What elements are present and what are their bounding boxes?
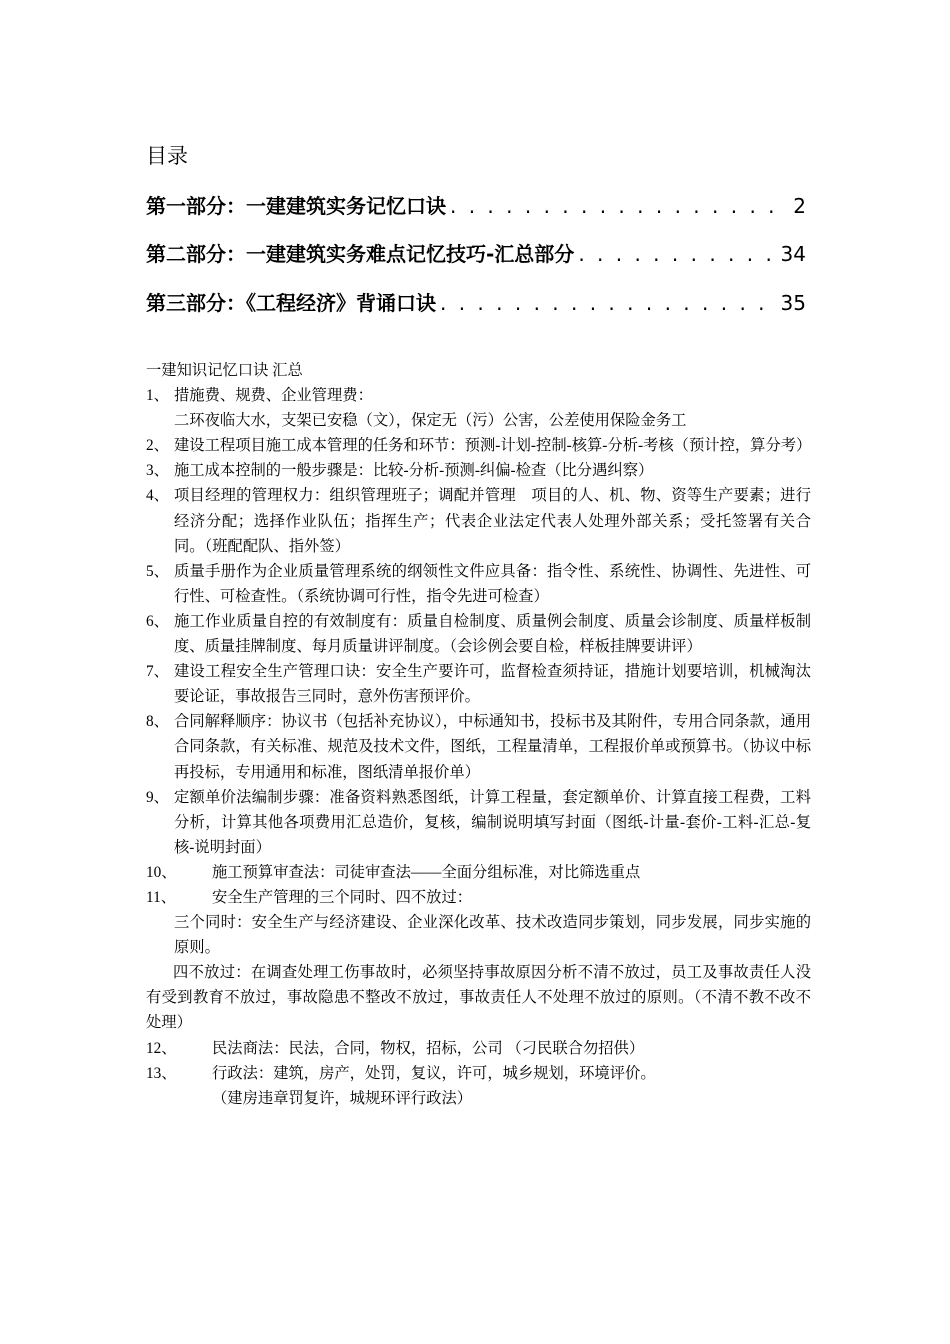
section-heading: 一建知识记忆口诀 汇总	[146, 362, 303, 379]
list-item	[146, 785, 811, 860]
toc-entry-label: 第二部分：一建建筑实务难点记忆技巧-汇总部分	[146, 242, 575, 266]
item-text: 质量手册作为企业质量管理系统的纲领性文件应具备：指令性、系统性、协调性、先进性、可行性、可检查性。（系统协调可行性，指令先进可检查）	[174, 562, 811, 605]
item-number: 13、	[146, 1064, 177, 1082]
item-number: 1、	[146, 387, 169, 405]
item-text: 合同解释顺序：协议书（包括补充协议），中标通知书，投标书及其附件，专用合同条款，通用合同条款，有关标准、规范及技术文件，图纸，工程量清单，工程报价单或预算书。（协议中标再投标，专用通用和标准，图纸清单报价单）	[174, 713, 811, 781]
item-subtext: （建房违章罚复许，城规环评行政法）	[212, 1089, 473, 1107]
toc-entry-3[interactable]	[146, 289, 806, 317]
toc-leader-dots	[440, 289, 777, 317]
item-text: 建设工程项目施工成本管理的任务和环节：预测-计划-控制-核算-分析-考核（预计控，算分考）	[174, 437, 812, 455]
item-text: 安全生产管理的三个同时、四不放过：	[212, 888, 473, 906]
item-number: 11、	[146, 888, 177, 906]
item-number: 3、	[146, 462, 169, 480]
toc-leader-dots	[450, 192, 789, 220]
list-item	[146, 659, 811, 709]
item-text: 措施费、规费、企业管理费：	[174, 387, 373, 405]
toc-entry-page: 34	[780, 242, 806, 266]
toc-entry-page: 2	[793, 194, 806, 218]
item-subtext: 二环夜临大水，支架已安稳（文），保定无（污）公害，公差使用保险金务工	[174, 412, 687, 430]
item-number: 4、	[146, 487, 169, 505]
toc-title: 目录	[146, 144, 188, 168]
toc-entry-1[interactable]	[146, 192, 806, 220]
item-number: 6、	[146, 612, 169, 630]
list-item	[146, 885, 811, 910]
item-number: 7、	[146, 663, 169, 681]
item-text: 建设工程安全生产管理口诀：安全生产要许可，监督检查须持证，措施计划要培训，机械淘汰要论证，事故报告三同时，意外伤害预评价。	[174, 663, 811, 706]
item-number: 10、	[146, 863, 177, 881]
item-number: 5、	[146, 562, 169, 580]
item-text: 行政法：建筑，房产，处罚，复议，许可，城乡规划，环境评价。	[212, 1064, 656, 1082]
item-paragraph: 四不放过：在调查处理工伤事故时，必须坚持事故原因分析不清不放过，员工及事故责任人没有受到教育不放过，事故隐患不整改不放过，事故责任人不处理不放过的原则。（不清不教不改不处理）	[146, 964, 811, 1032]
list-item	[146, 559, 811, 609]
item-text: 施工作业质量自控的有效制度有：质量自检制度、质量例会制度、质量会诊制度、质量样板制度、质量挂牌制度、每月质量讲评制度。（会诊例会要自检，样板挂牌要讲评）	[174, 612, 811, 656]
list-item	[146, 1036, 811, 1061]
mnemonic-list	[146, 358, 811, 1111]
list-item	[146, 458, 811, 483]
item-text: 施工成本控制的一般步骤是：比较-分析-预测-纠偏-检查（比分遇纠察）	[174, 462, 654, 480]
item-number: 12、	[146, 1039, 177, 1057]
toc-entry-label: 第一部分：一建建筑实务记忆口诀	[146, 194, 446, 218]
toc-entry-label: 第三部分：《工程经济》背诵口诀	[146, 291, 436, 315]
list-item	[146, 383, 811, 408]
toc-entry-page: 35	[780, 291, 806, 315]
item-text: 民法商法：民法，合同，物权，招标，公司 （刁民联合勿招供）	[212, 1039, 645, 1057]
item-subtext: 三个同时：安全生产与经济建设、企业深化改革、技术改造同步策划，同步发展，同步实施的原则。	[174, 914, 811, 957]
list-item	[146, 860, 811, 885]
item-number: 2、	[146, 437, 169, 455]
list-item	[146, 609, 811, 659]
item-number: 9、	[146, 788, 169, 806]
list-item	[146, 433, 811, 458]
toc-entry-2[interactable]	[146, 240, 806, 268]
list-item	[146, 1061, 811, 1086]
item-text: 定额单价法编制步骤：准备资料熟悉图纸，计算工程量，套定额单价、计算直接工程费，工料分析，计算其他各项费用汇总造价，复核，编制说明填写封面（图纸-计量-套价-工料-汇总-复核-说明封面）	[174, 788, 811, 856]
list-item	[146, 709, 811, 784]
toc-leader-dots	[578, 240, 776, 268]
item-text: 项目经理的管理权力：组织管理班子；调配并管理 项目的人、机、物、资等生产要素；进行经济分配；选择作业队伍；指挥生产；代表企业法定代表人处理外部关系；受托签署有关合同。（班配配队、指外签）	[174, 487, 811, 555]
item-text: 施工预算审查法：司徒审查法——全面分组标准，对比筛选重点	[212, 863, 641, 881]
list-item	[146, 483, 811, 558]
item-number: 8、	[146, 713, 169, 731]
